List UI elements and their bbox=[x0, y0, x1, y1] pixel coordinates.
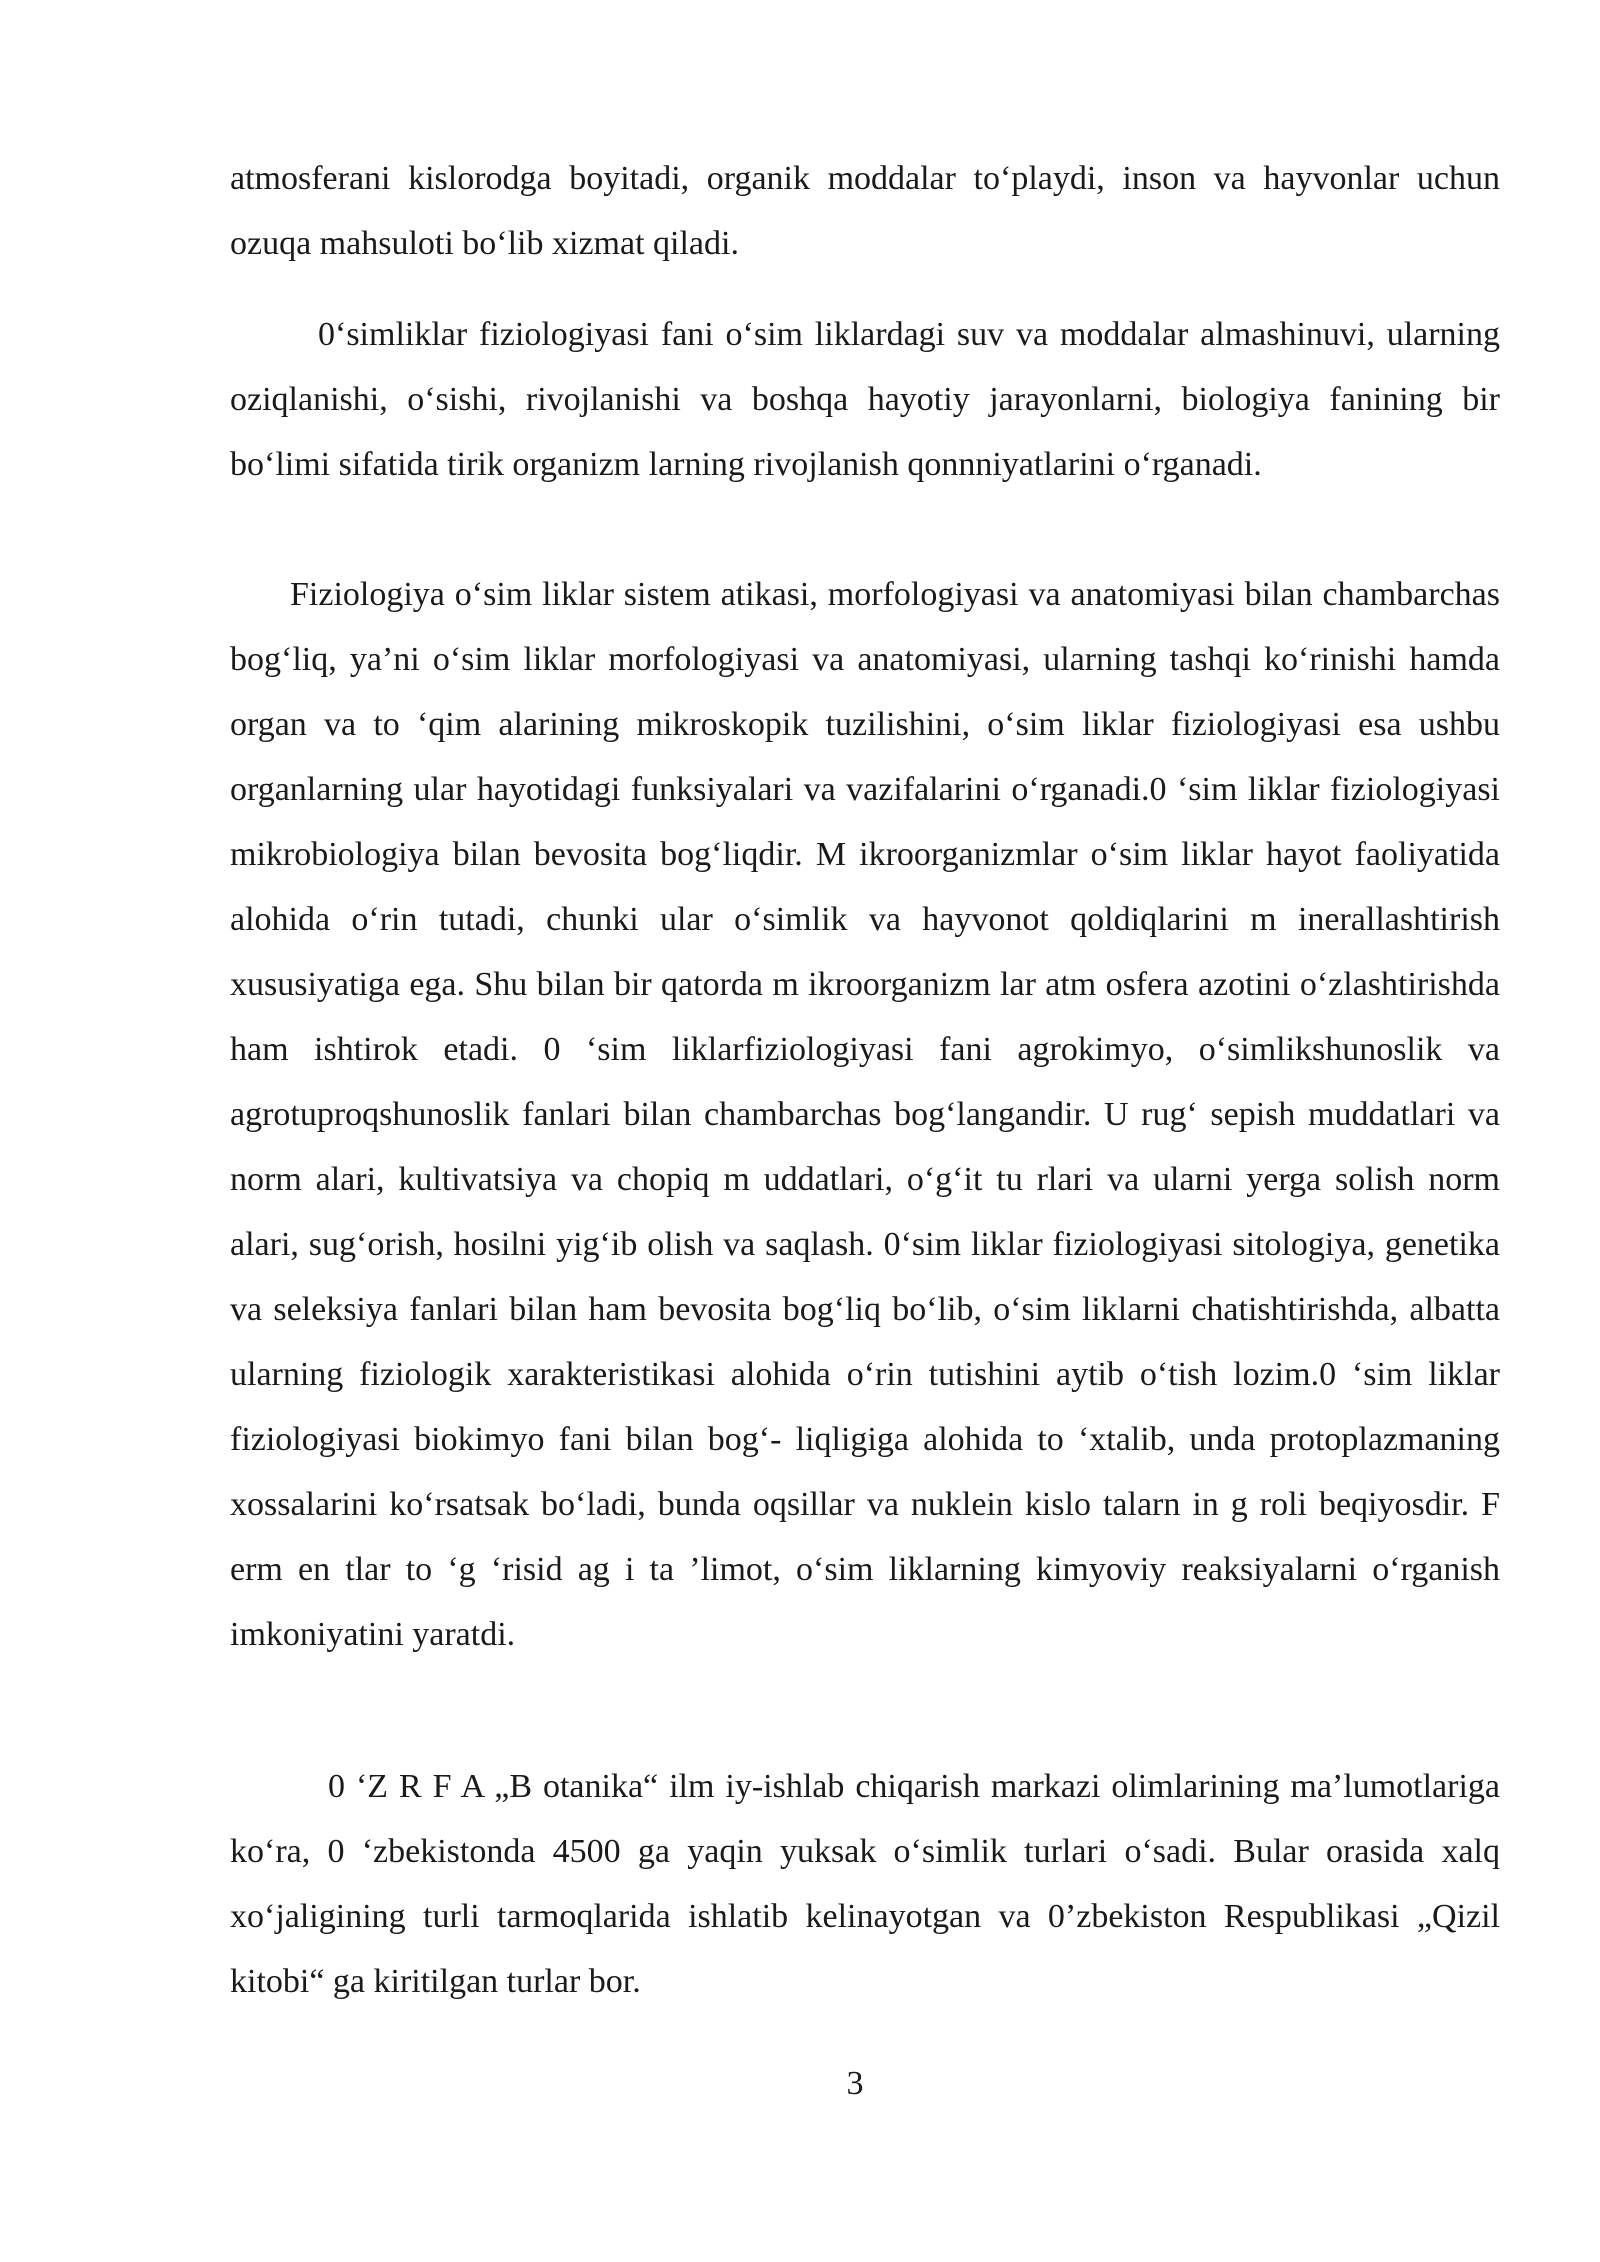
paragraph-botanika-center: 0 ‘Z R F A „B otanika“ ilm iy-ishlab chiqarish markazi olimlarining ma’lumotlariga ko‘ra, 0 ‘zbekistonda 4500 ga yaqin yuksak o‘simlik turlari o‘sadi. Bular orasida xalq xo‘jaligining turli tarmoqlarida ishlatib kelinayotgan va 0’zbekiston Respublikasi „Qizil kitobi“ ga kiritilgan turlar bor. bbox=[230, 1768, 1500, 2000]
page-number: 3 bbox=[846, 2065, 864, 2102]
paragraph-related-sciences: Fiziologiya o‘sim liklar sistem atikasi, morfologiyasi va anatomiyasi bilan chambarchas bog‘liq, ya’ni o‘sim liklar morfologiyasi va anatomiyasi, ularning tashqi ko‘rinishi hamda organ va to ‘qim alarining mikroskopik tuzilishini, o‘sim liklar fiziologiyasi esa ushbu organlarning ular hayotidagi funksiyalari va vazifalarini o‘rganadi.0 ‘sim liklar fiziologiyasi mikrobiologiya bilan bevosita bog‘liqdir. M ikroorganizmlar o‘sim liklar hayot faoliyatida alohida o‘rin tutadi, chunki ular o‘simlik va hayvonot qoldiqlarini m inerallashtirish xususiyatiga ega. Shu bilan bir qatorda m ikroorganizm lar atm osfera azotini o‘zlashtirishda ham ishtirok etadi. 0 ‘sim liklarfiziologiyasi fani agrokimyo, o‘simlikshunoslik va agrotuproqshunoslik fanlari bilan chambarchas bog‘langandir. U rug‘ sepish muddatlari va norm alari, kultivatsiya va chopiq m uddatlari, o‘g‘it tu rlari va ularni yerga solish norm alari, sug‘orish, hosilni yig‘ib olish va saqlash. 0‘sim liklar fiziologiyasi sitologiya, genetika va seleksiya fanlari bilan ham bevosita bog‘liq bo‘lib, o‘sim liklarni chatishtirishda, albatta ularning fiziologik xarakteristikasi alohida o‘rin tutishini aytib o‘tish lozim.0 ‘sim liklar fiziologiyasi biokimyo fani bilan bog‘- liqligiga alohida to ‘xtalib, unda protoplazmaning xossalarini ko‘rsatsak bo‘ladi, bunda oqsillar va nuklein kislo talarn in g roli beqiyosdir. F erm en tlar to ‘g ‘risid ag i ta ’limot, o‘sim liklarning kimyoviy reaksiyalarni o‘rganish imkoniyatini yaratdi. bbox=[230, 576, 1500, 1653]
paragraph-plant-physiology-definition: 0‘simliklar fiziologiyasi fani o‘sim liklardagi suv va moddalar almashinuvi, ularning oziqlanishi, o‘sishi, rivojlanishi va boshqa hayotiy jarayonlarni, biologiya fanining bir bo‘limi sifatida tirik organizm larning rivojlanish qonnniyatlarini o‘rganadi. bbox=[230, 316, 1500, 483]
paragraph-intro-continuation: atmosferani kislorodga boyitadi, organik moddalar to‘playdi, inson va hayvonlar uchun ozuqa mahsuloti bo‘lib xizmat qiladi. bbox=[230, 160, 1500, 262]
